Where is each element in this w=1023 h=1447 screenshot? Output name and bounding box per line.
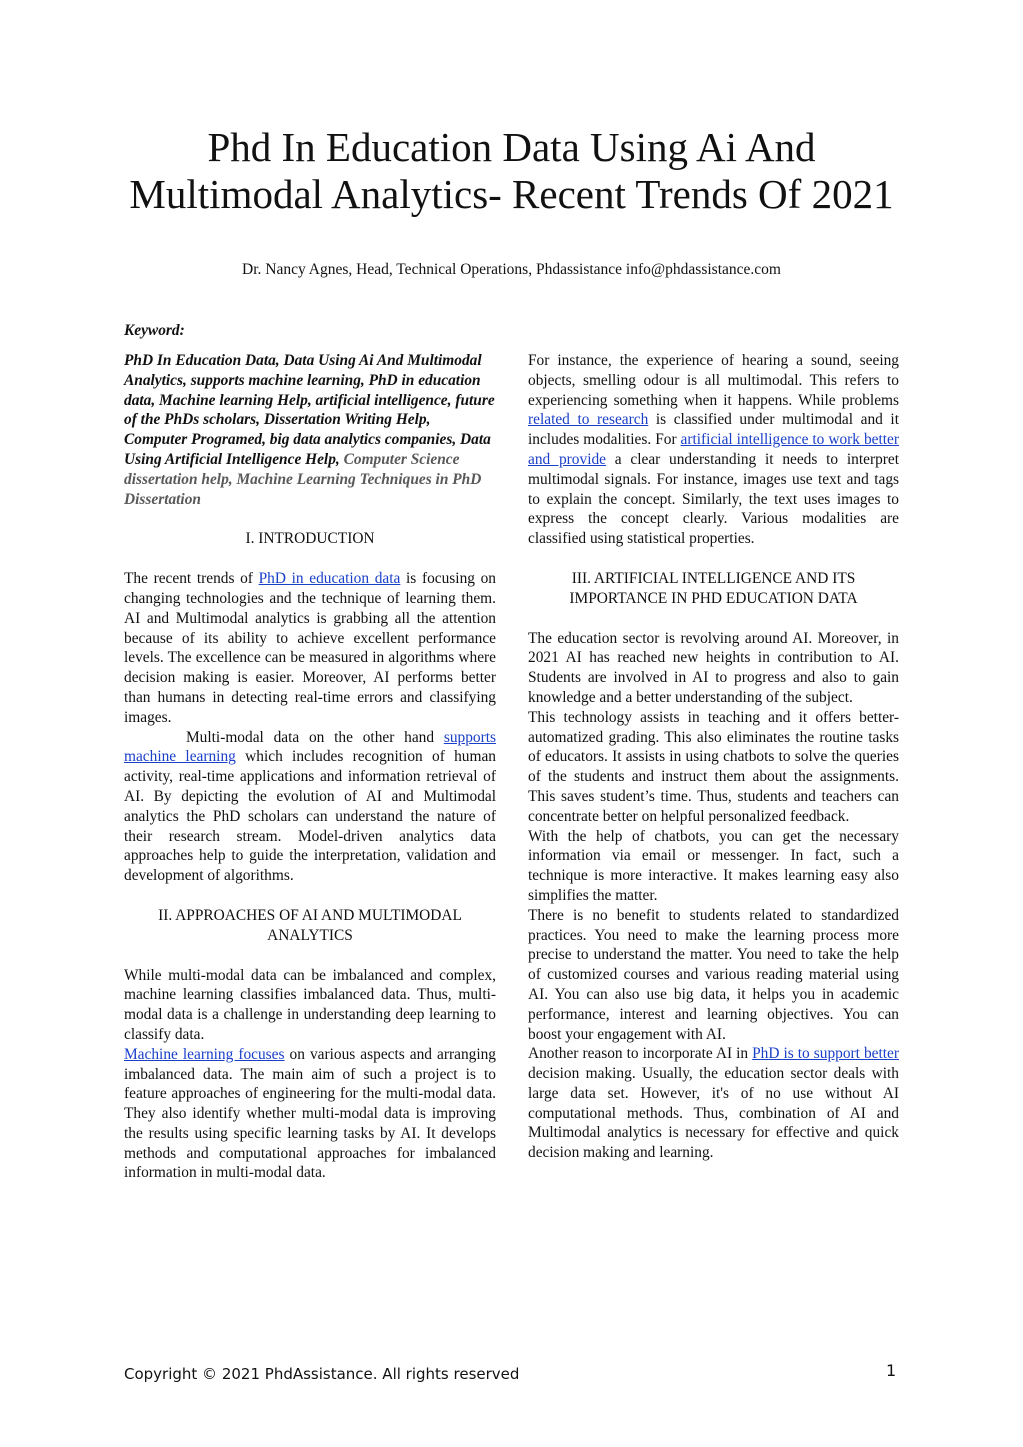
text-span: decision making. Usually, the education sector deals with large data set. However, it's of no use without AI computational methods. Thus, combination of AI and Multimodal analytics is necessary for effective and quick decision making and learning. [528, 1065, 899, 1162]
section-3-paragraph-3: With the help of chatbots, you can get the necessary information via email or messenger. In fact, such a technique is more interactive. It makes learning easy also simplifies the matter. [528, 827, 899, 904]
link-supports-machine-learning[interactable]: supports machine learning [124, 728, 496, 766]
section-2-paragraph-2 [124, 1045, 496, 1184]
heading-line: IMPORTANCE IN PHD EDUCATION DATA [569, 589, 858, 607]
link-related-to-research[interactable]: related to research [528, 411, 649, 429]
heading-line: III. ARTIFICIAL INTELLIGENCE AND ITS [571, 569, 856, 587]
section-1-heading: I. INTRODUCTION [245, 530, 375, 548]
right-paragraph-1 [528, 351, 899, 549]
section-1-paragraph-1 [124, 569, 496, 727]
title-line-1: Phd In Education Data Using Ai And [207, 124, 816, 170]
section-3-paragraph-4: There is no benefit to students related to standardized practices. You need to make the learning process more precise to understand the matter. You need to take the help of customized courses and various reading material using AI. You can also use big data, it helps you in academic performance, interest and learning objectives. You can boost your engagement with AI. [528, 906, 899, 1043]
author-line: Dr. Nancy Agnes, Head, Technical Operations, Phdassistance info@phdassistance.com [242, 261, 781, 278]
link-machine-learning-focuses[interactable]: Machine learning focuses [124, 1045, 285, 1063]
text-span: Another reason to incorporate AI in [528, 1045, 753, 1063]
text-span: For instance, the experience of hearing a sound, seeing objects, smelling odour is all multimodal. This refers to experiencing something when it happens. While problems [528, 352, 899, 409]
text-span: a clear understanding it needs to interpret multimodal signals. For instance, images use text and tags to explain the concept. Similarly, the text uses images to express the concept clearly. Various modalities are classified using statistical properties. [528, 450, 899, 548]
link-artificial-intelligence[interactable]: artificial intelligence to work better and provide [528, 431, 899, 468]
text-span: is focusing on changing technologies and the technique of learning them. AI and Multimodal analytics is grabbing all the attention because of its ability to achieve excellent performance levels. The excellence can be measured in algorithms where decision making is easier. Moreover, AI performs better than humans in detecting real-time errors and classifying images. [124, 570, 497, 726]
text-span: which includes recognition of human activity, real-time applications and information retrieval of AI. By depicting the evolution of AI and Multimodal analytics the PhD scholars can understand the nature of their research stream. Model-driven analytics data approaches help to guide the interpretation, validation and development of algorithms. [124, 748, 497, 885]
section-3-paragraph-5 [528, 1044, 899, 1163]
section-3-heading [528, 569, 899, 609]
link-phd-in-education-data[interactable]: PhD in education data [258, 570, 401, 588]
link-phd-is-to-support-better[interactable]: PhD is to support better [752, 1045, 899, 1063]
section-3-paragraph-1: The education sector is revolving around AI. Moreover, in 2021 AI has reached new heights in contribution to AI. Students are involved in AI to progress and also to gain knowledge and a better understanding of the subject. [528, 629, 899, 706]
keyword-label: Keyword: [124, 322, 185, 339]
title-line-2: Multimodal Analytics- Recent Trends Of 2021 [129, 171, 894, 217]
left-column [124, 351, 496, 1183]
keywords-grey: Computer Science dissertation help, Machine Learning Techniques in PhD Dissertation [124, 450, 482, 508]
paper-title [0, 124, 1023, 218]
page-number: 1 [886, 1361, 897, 1380]
section-2-paragraph-1: While multi-modal data can be imbalanced and complex, machine learning classifies imbalanced data. Thus, multi-modal data is a challenge in understanding deep learning to classify data. [124, 966, 496, 1043]
footer-copyright: Copyright © 2021 PhdAssistance. All rights reserved [124, 1365, 520, 1383]
heading-line: II. APPROACHES OF AI AND MULTIMODAL [158, 906, 462, 924]
keywords-text: PhD In Education Data, Data Using Ai And Multimodal Analytics, supports machine learning, PhD in education data, Machine learning Help, artificial intelligence, future of the PhDs scholars, Dissertation Writing Help, Computer Programed, big data analytics companies, Data Using Artificial Intelligence Help, [124, 352, 495, 468]
heading-line: ANALYTICS [267, 926, 353, 944]
section-1-paragraph-2 [124, 728, 496, 886]
section-3-paragraph-2: This technology assists in teaching and it offers better-automatized grading. This also eliminates the routine tasks of educators. It assists in using chatbots to solve the queries of the students and instruct them about the assignments. This saves student’s time. Thus, students and teachers can concentrate better on helpful personalized feedback. [528, 708, 899, 825]
text-span: on various aspects and arranging imbalanced data. The main aim of such a project is to feature approaches of engineering for the multi-modal data. They also identify whether multi-modal data is improving the results using specific learning tasks by AI. It develops methods and computational approaches for imbalanced information in multi-modal data. [124, 1045, 496, 1182]
right-column [528, 351, 899, 1163]
text-span: is classified under multimodal and it includes modalities. For [528, 411, 899, 449]
keywords [124, 351, 496, 509]
text-span: The recent trends of [124, 570, 259, 588]
text-span: Multi-modal data on the other hand [186, 728, 444, 746]
section-2-heading [124, 906, 496, 946]
